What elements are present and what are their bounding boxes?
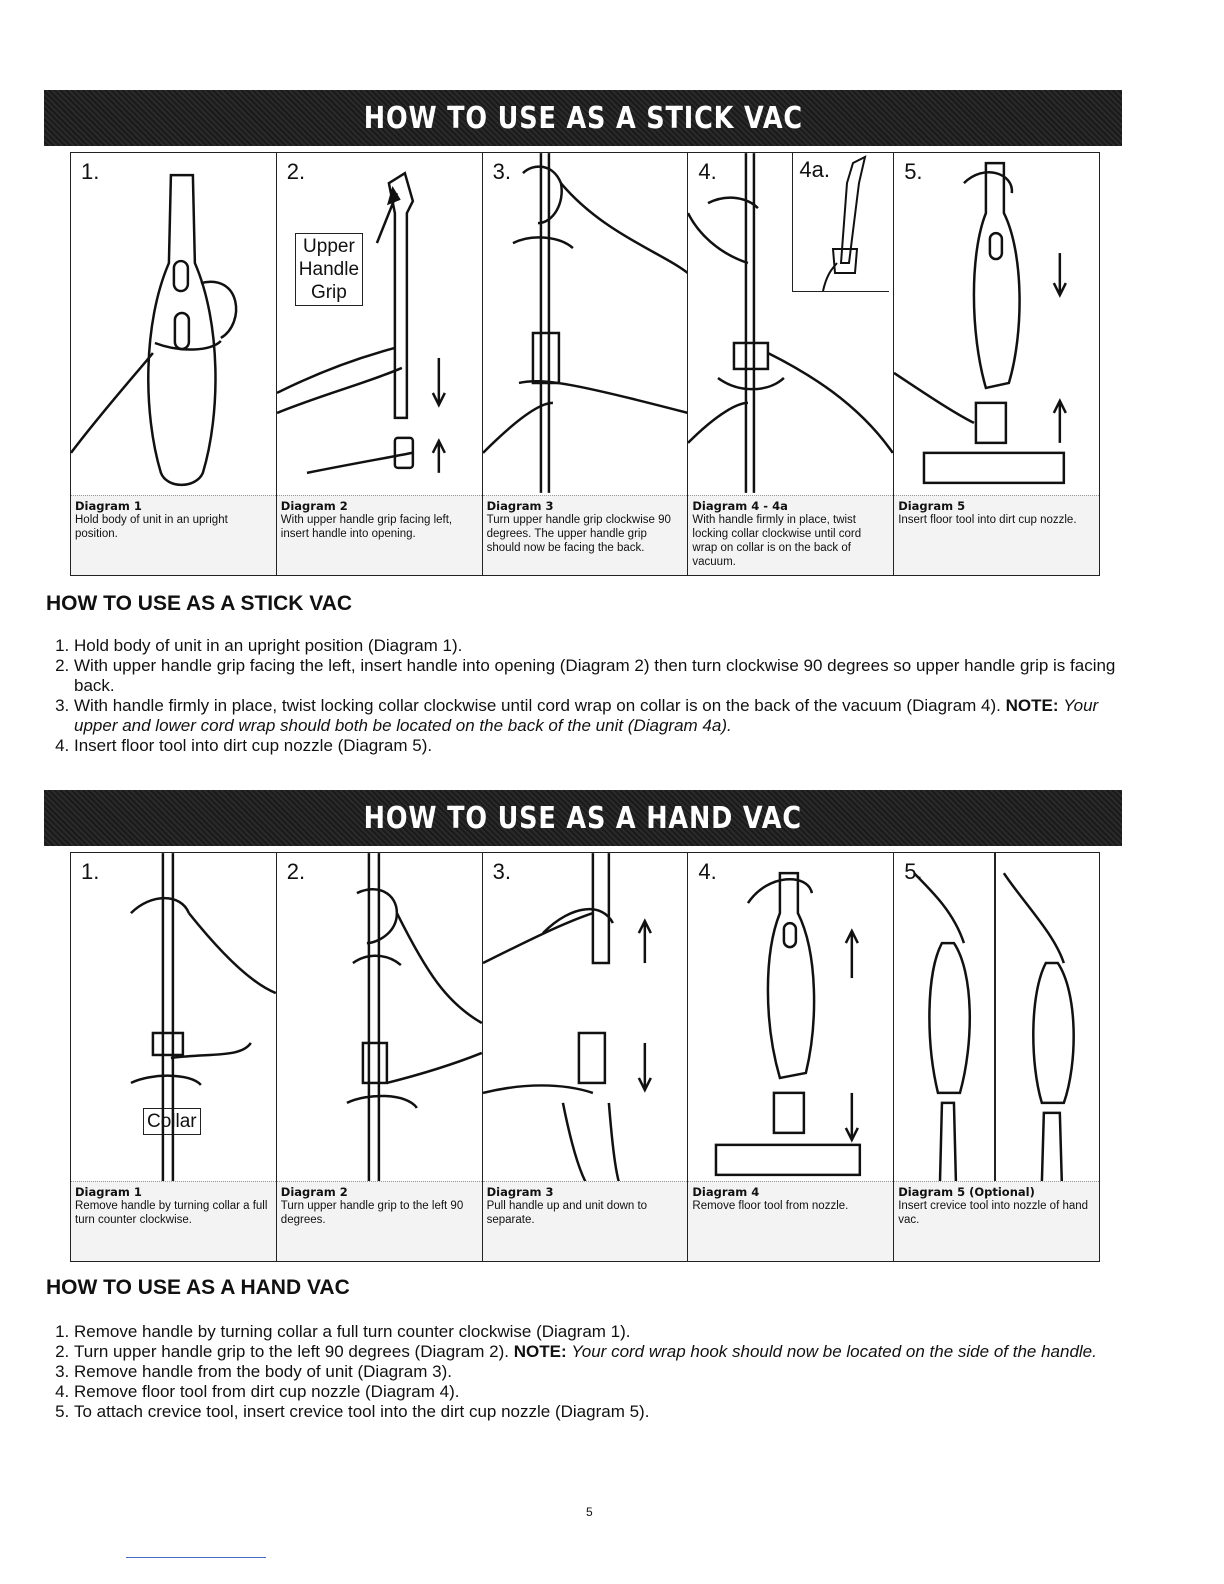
label-line: Upper	[303, 236, 355, 257]
turn-grip-left-illustration	[277, 853, 482, 1193]
remove-floor-tool-illustration	[688, 853, 893, 1193]
panel-number: 1.	[81, 859, 100, 884]
hand-panel-4	[688, 853, 894, 1261]
caption-title: Diagram 5 (Optional)	[898, 1185, 1035, 1199]
stick-panel-3	[483, 153, 689, 575]
stick-panel-2	[277, 153, 483, 575]
page-number: 5	[586, 1505, 593, 1519]
note-text: Your cord wrap hook should now be located on the side of the handle.	[571, 1342, 1097, 1361]
hand-vac-banner-title: HOW TO USE AS A HAND VAC	[363, 800, 803, 836]
caption-text: With handle firmly in place, twist locking collar clockwise until cord wrap on collar is on the back of vacuum.	[692, 514, 862, 568]
step-item: 4. Remove floor tool from dirt cup nozzle (Diagram 4).	[74, 1382, 1134, 1402]
caption-text: Pull handle up and unit down to separate.	[486, 1200, 648, 1226]
step-item	[74, 696, 1134, 736]
panel-number: 2.	[286, 859, 306, 884]
hand-panel-1	[71, 853, 277, 1261]
hand-vac-diagram-grid	[70, 852, 1100, 1262]
caption-text: Turn upper handle grip to the left 90 degrees.	[280, 1200, 464, 1226]
diagram-caption	[688, 495, 893, 575]
step-item	[74, 1342, 1134, 1362]
step-item: 2. With upper handle grip facing the left, insert handle into opening (Diagram 2) then turn clockwise 90 degrees so upper handle grip is facing back.	[74, 656, 1134, 696]
stick-panel-5	[894, 153, 1099, 575]
caption-title: Diagram 4 - 4a	[692, 499, 788, 513]
caption-title: Diagram 3	[486, 1185, 554, 1199]
diagram-caption	[71, 1181, 276, 1261]
diagram-caption	[483, 495, 688, 575]
separate-handle-illustration	[483, 853, 688, 1193]
panel-number: 5.	[904, 859, 923, 884]
caption-title: Diagram 2	[280, 499, 348, 513]
inset-number: 4a.	[799, 157, 830, 182]
diagram-caption	[483, 1181, 688, 1261]
step-item: 4. Insert floor tool into dirt cup nozzle (Diagram 5).	[74, 736, 1134, 756]
twist-collar-illustration	[688, 153, 893, 493]
caption-title: Diagram 4	[692, 1185, 760, 1199]
panel-number: 5.	[904, 159, 923, 184]
caption-title: Diagram 2	[280, 1185, 348, 1199]
hand-vac-banner	[44, 790, 1122, 846]
insert-handle-illustration	[277, 153, 482, 493]
diagram-caption	[71, 495, 276, 575]
note-label: NOTE:	[513, 1342, 567, 1361]
caption-text: Remove floor tool from nozzle.	[692, 1200, 849, 1212]
stick-vac-steps	[46, 636, 1134, 756]
stick-vac-banner-title: HOW TO USE AS A STICK VAC	[363, 100, 803, 136]
caption-title: Diagram 3	[486, 499, 554, 513]
hand-vac-heading: HOW TO USE AS A HAND VAC	[46, 1276, 350, 1299]
caption-text: Hold body of unit in an upright position.	[75, 514, 228, 540]
caption-text: Turn upper handle grip clockwise 90 degrees. The upper handle grip should now be facing the back.	[486, 514, 671, 554]
caption-title: Diagram 1	[75, 1185, 142, 1199]
panel-number: 3.	[492, 859, 511, 884]
attach-crevice-tool-illustration	[894, 853, 1099, 1193]
step-item: 1. Remove handle by turning collar a full turn counter clockwise (Diagram 1).	[74, 1322, 1134, 1342]
stick-vac-heading: HOW TO USE AS A STICK VAC	[46, 592, 353, 615]
caption-text: Insert floor tool into dirt cup nozzle.	[898, 514, 1077, 526]
panel-number: 4.	[698, 859, 717, 884]
label-line: Grip	[310, 282, 347, 303]
step-item: 3. Remove handle from the body of unit (Diagram 3).	[74, 1362, 1134, 1382]
diagram-caption	[688, 1181, 893, 1261]
step-item: 5. To attach crevice tool, insert crevice tool into the dirt cup nozzle (Diagram 5).	[74, 1402, 1134, 1422]
caption-text: Remove handle by turning collar a full turn counter clockwise.	[75, 1200, 268, 1226]
caption-title: Diagram 1	[75, 499, 142, 513]
diagram-caption	[894, 495, 1099, 575]
caption-title: Diagram 5	[898, 499, 966, 513]
turn-grip-illustration	[483, 153, 688, 493]
label-line: Handle	[298, 259, 360, 280]
stick-panel-4	[688, 153, 894, 575]
panel-number: 3.	[492, 159, 511, 184]
stick-panel-1	[71, 153, 277, 575]
diagram-caption	[894, 1181, 1099, 1261]
stick-vac-banner	[44, 90, 1122, 146]
stick-vac-diagram-grid	[70, 152, 1100, 576]
panel-number: 1.	[81, 159, 100, 184]
step-text: Turn upper handle grip to the left 90 degrees (Diagram 2).	[74, 1342, 510, 1361]
panel-number: 4.	[698, 159, 717, 184]
remove-collar-illustration	[71, 853, 276, 1193]
note-text: Your upper and lower cord wrap should both be located on the back of the unit (Diagram 4a).	[74, 696, 1099, 735]
hand-vac-steps	[46, 1322, 1134, 1422]
caption-text: With upper handle grip facing left, insert handle into opening.	[280, 514, 453, 540]
handheld-upright-illustration	[71, 153, 276, 493]
attach-floor-tool-illustration	[894, 153, 1099, 493]
panel-number: 2.	[286, 159, 306, 184]
collar-label: Collar	[143, 1108, 201, 1135]
note-label: NOTE:	[1005, 696, 1059, 715]
hand-panel-5	[894, 853, 1099, 1261]
step-item: 1. Hold body of unit in an upright position (Diagram 1).	[74, 636, 1134, 656]
hand-panel-2	[277, 853, 483, 1261]
footer-rule	[126, 1557, 266, 1558]
hand-panel-3	[483, 853, 689, 1261]
caption-text: Insert crevice tool into nozzle of hand vac.	[898, 1200, 1089, 1226]
diagram-caption	[277, 495, 482, 575]
diagram-caption	[277, 1181, 482, 1261]
step-text: With handle firmly in place, twist locking collar clockwise until cord wrap on collar is on the back of the vacuum (Diagram 4).	[74, 696, 1001, 715]
